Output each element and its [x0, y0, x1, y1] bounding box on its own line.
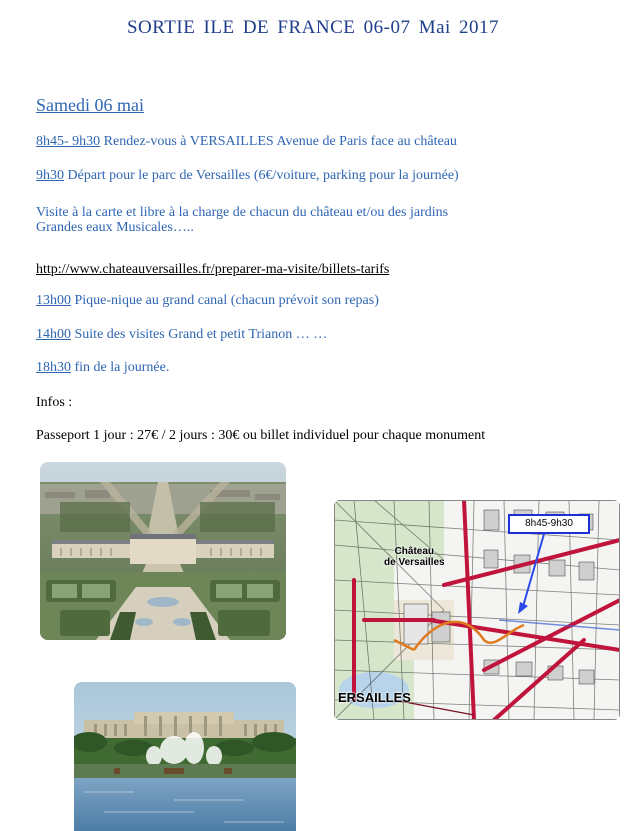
map-label-town: ERSAILLES — [338, 690, 411, 705]
day-heading: Samedi 06 mai — [36, 95, 144, 115]
map-callout-meeting-time: 8h45-9h30 — [508, 514, 590, 534]
map-label-chateau — [384, 546, 445, 568]
schedule-time: 9h30 — [36, 168, 64, 183]
schedule-text: Suite des visites Grand et petit Trianon … … — [71, 327, 328, 342]
schedule-text: Pique-nique au grand canal (chacun prévoit son repas) — [71, 293, 379, 308]
schedule-time: 14h00 — [36, 327, 71, 342]
pass-pricing: Passeport 1 jour : 27€ / 2 jours : 30€ ou billet individuel pour chaque monument — [36, 428, 486, 443]
schedule-line-rdv — [36, 134, 457, 150]
infos-label: Infos : — [36, 395, 73, 410]
tickets-link[interactable]: http://www.chateauversailles.fr/preparer-ma-visite/billets-tarifs — [36, 262, 390, 277]
chateau-aerial-photo — [40, 462, 286, 640]
schedule-line-depart — [36, 168, 459, 184]
schedule-text: Départ pour le parc de Versailles (6€/voiture, parking pour la journée) — [64, 168, 459, 183]
schedule-time: 18h30 — [36, 360, 71, 375]
visit-line-1: Visite à la carte et libre à la charge de chacun du château et/ou des jardins — [36, 205, 449, 220]
schedule-text: Rendez-vous à VERSAILLES Avenue de Paris face au château — [100, 134, 457, 149]
schedule-text: fin de la journée. — [71, 360, 170, 375]
map-label-chateau-line-2: de Versailles — [384, 557, 445, 568]
page-title: SORTIE ILE DE FRANCE 06-07 Mai 2017 — [126, 17, 500, 38]
visit-line-2: Grandes eaux Musicales….. — [36, 220, 194, 235]
schedule-line-end — [36, 360, 169, 376]
schedule-line-picnic — [36, 293, 379, 309]
fountain-show-photo — [74, 682, 296, 831]
schedule-time: 13h00 — [36, 293, 71, 308]
map-label-chateau-line-1: Château — [394, 546, 435, 557]
schedule-time: 8h45- 9h30 — [36, 134, 101, 149]
schedule-line-trianon — [36, 327, 327, 343]
visit-paragraph — [36, 205, 596, 235]
